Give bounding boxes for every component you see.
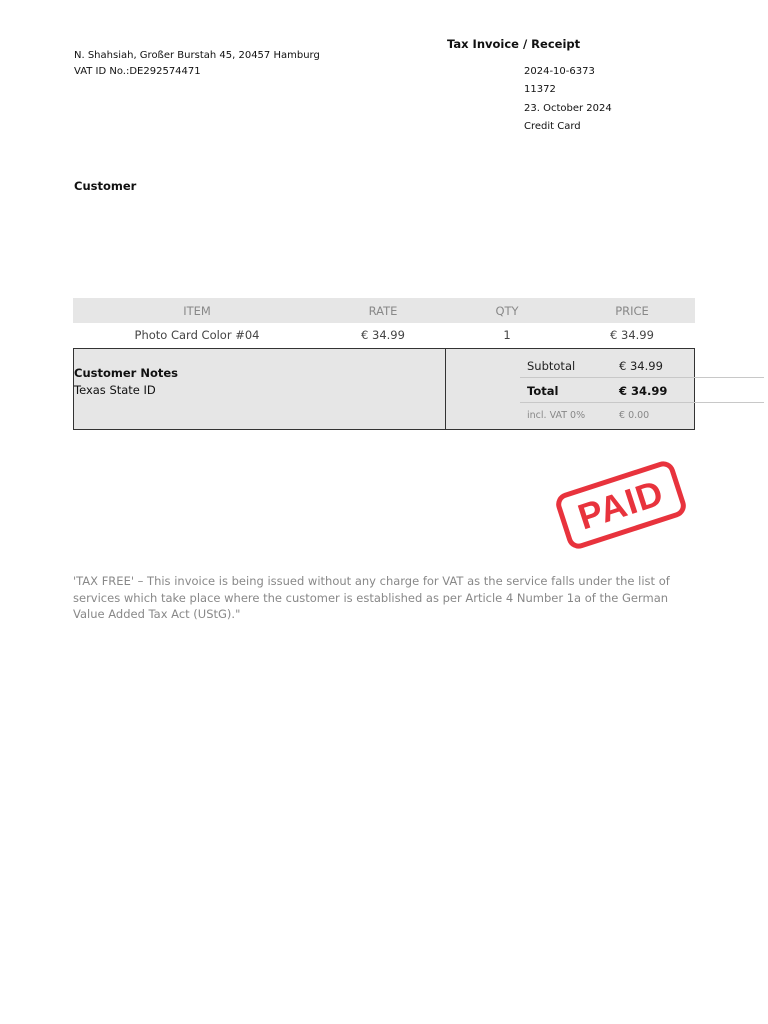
vat-value: € 0.00 — [619, 410, 650, 421]
item-name: Photo Card Color #04 — [134, 328, 260, 342]
customer-notes-text: Texas State ID — [74, 383, 156, 397]
tax-exemption-note: 'TAX FREE' – This invoice is being issued without any charge for VAT as the service falls under the list of services which take place where the customer is established as per Article 4 Number 1a of the German Value Added Tax Act (UStG)." — [73, 574, 670, 621]
paid-stamp — [553, 458, 689, 551]
vat-label: incl. VAT 0% — [527, 410, 586, 421]
item-price: € 34.99 — [610, 328, 654, 342]
total-value: € 34.99 — [619, 384, 668, 398]
invoice-number: 2024-10-6373 — [524, 66, 595, 77]
total-label: Total — [527, 384, 559, 398]
column-header-qty: QTY — [445, 298, 569, 323]
document-title: Tax Invoice / Receipt — [447, 37, 581, 51]
customer-heading: Customer — [74, 179, 137, 193]
seller-vat-id: VAT ID No.:DE292574471 — [74, 66, 201, 77]
item-rate: € 34.99 — [361, 328, 405, 342]
items-table — [73, 298, 695, 347]
invoice-date: 23. October 2024 — [524, 102, 612, 114]
table-header-row — [73, 298, 695, 323]
item-qty: 1 — [503, 328, 511, 342]
customer-notes — [74, 349, 446, 429]
customer-notes-title: Customer Notes — [74, 366, 178, 380]
seller-address: N. Shahsiah, Großer Burstah 45, 20457 Hamburg — [74, 50, 320, 61]
payment-method: Credit Card — [524, 120, 581, 132]
subtotal-row — [520, 353, 764, 378]
invoice-meta — [524, 65, 612, 138]
subtotal-label: Subtotal — [527, 359, 576, 373]
summary-box — [73, 348, 695, 430]
paid-stamp-text: PAID — [572, 471, 669, 538]
vat-row — [520, 403, 764, 428]
column-header-price: PRICE — [569, 298, 695, 323]
column-header-rate: RATE — [321, 298, 445, 323]
total-row — [520, 378, 764, 403]
subtotal-value: € 34.99 — [619, 359, 663, 373]
table-row — [73, 323, 695, 347]
column-header-item: ITEM — [73, 298, 321, 323]
order-number: 11372 — [524, 84, 556, 96]
totals-panel — [520, 353, 764, 428]
